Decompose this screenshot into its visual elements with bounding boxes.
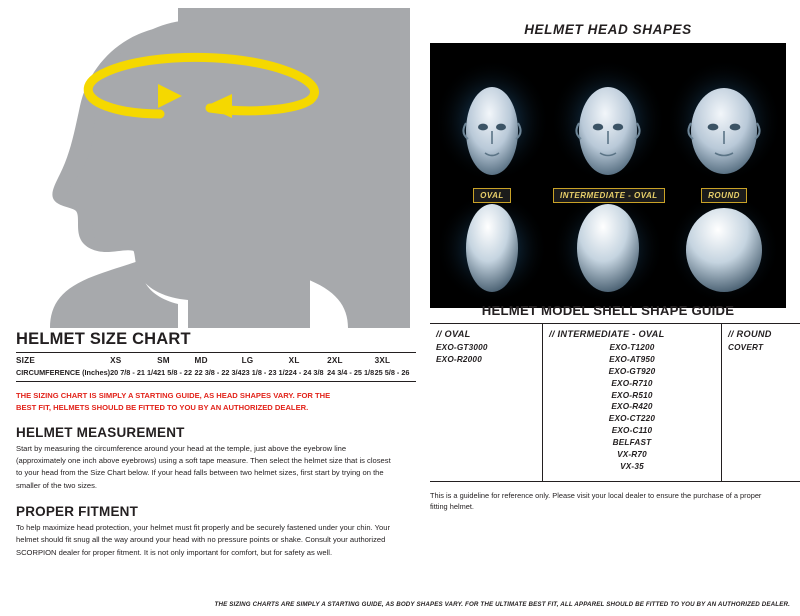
shell-guide-col-oval <box>430 324 543 482</box>
shell-guide-note: This is a guideline for reference only. Please visit your local dealer to ensure the purchase of a proper fitting helmet. <box>430 490 762 512</box>
shell-guide-model: EXO-R2000 <box>436 354 482 364</box>
shell-guide-model: EXO-GT920 <box>608 366 656 376</box>
size-chart-top-rule <box>16 352 416 353</box>
size-chart-row-label: CIRCUMFERENCE (Inches) <box>16 368 111 377</box>
head-top-round <box>686 208 762 292</box>
size-chart-value-md: 22 3/8 - 22 3/4 <box>194 368 242 377</box>
helmet-measurement-title: HELMET MEASUREMENT <box>16 424 185 440</box>
size-chart-value-xl: 24 - 24 3/8 <box>288 368 324 377</box>
helmet-measurement-body: Start by measuring the circumference around your head at the temple, just above the eyebrow line (approximately one inch above eyebrows) using a soft tape measure. Then select the helmet size that is closest to your head from the Size Chart below. If your head falls between two helmet sizes, first start by trying on the smaller of the two sizes. <box>16 443 391 490</box>
head-shapes-image <box>430 43 786 308</box>
size-chart-value-3xl: 25 5/8 - 26 <box>374 368 410 377</box>
head-shape-label-oval: OVAL <box>473 188 511 203</box>
size-chart-col-md: MD <box>194 356 208 365</box>
head-silhouette-svg <box>10 8 410 328</box>
size-chart-value-2xl: 24 3/4 - 25 1/8 <box>327 368 375 377</box>
head-top-oval <box>466 204 518 292</box>
proper-fitment-body: To help maximize head protection, your helmet must fit properly and be securely fastened under your chin. Your helmet should fit snug all the way around your head with no pressure points or shake. Consult your authorized SCORPION dealer for proper fitment. It is not only important for comfort, but for safety as well. <box>16 523 390 557</box>
head-shapes-title: HELMET HEAD SHAPES <box>524 22 692 37</box>
size-chart-value-sm: 21 5/8 - 22 <box>157 368 193 377</box>
size-chart-warning: THE SIZING CHART IS SIMPLY A STARTING GUIDE, AS HEAD SHAPES VARY. FOR THE BEST FIT, HELMETS SHOULD BE FITTED TO YOU BY AN AUTHORIZED DEALER. <box>16 391 331 412</box>
shell-guide-model: COVERT <box>728 343 764 352</box>
shell-guide-model: EXO-T1200 <box>609 343 655 352</box>
shell-guide-col-oval-header: // OVAL <box>436 329 471 339</box>
size-chart-bottom-rule <box>16 381 416 382</box>
shell-guide-model: EXO-CT220 <box>608 414 656 424</box>
size-chart-col-lg: LG <box>241 356 254 365</box>
page-footer-disclaimer: THE SIZING CHARTS ARE SIMPLY A STARTING GUIDE, AS BODY SHAPES VARY. FOR THE ULTIMATE BEST FIT, ALL APPAREL SHOULD BE FITTED TO YOU BY AN AUTHORIZED DEALER. <box>214 601 790 608</box>
helmet-size-chart <box>16 330 416 559</box>
size-chart-col-sm: SM <box>157 356 170 365</box>
head-shape-label-intermediate-oval: INTERMEDIATE - OVAL <box>553 188 665 203</box>
size-chart-value-lg: 23 1/8 - 23 1/2 <box>241 368 289 377</box>
shell-guide-col-round <box>722 324 800 482</box>
size-chart-col-xs: XS <box>110 356 122 365</box>
size-chart-table <box>16 356 416 377</box>
shell-guide-model: VX-R70 <box>617 450 647 460</box>
head-shapes-panel <box>430 22 786 308</box>
shell-guide-model: EXO-C110 <box>611 426 653 436</box>
size-chart-col-xl: XL <box>288 356 300 365</box>
shell-guide-col-intermediate-header: // INTERMEDIATE - OVAL <box>549 329 665 339</box>
shell-guide-model: EXO-R420 <box>611 402 653 412</box>
shell-guide-model: EXO-AT950 <box>609 354 655 364</box>
shell-guide-table <box>430 323 800 482</box>
shell-guide-model: EXO-R710 <box>611 378 653 388</box>
head-shape-label-round: ROUND <box>701 188 747 203</box>
shell-guide-title: HELMET MODEL SHELL SHAPE GUIDE <box>481 303 735 318</box>
shell-guide-model: BELFAST <box>612 438 652 448</box>
size-chart-value-row <box>16 367 416 377</box>
size-chart-col-3xl: 3XL <box>374 356 391 365</box>
head-shape-label-round-wrap <box>669 185 779 203</box>
head-shape-label-intermediate-wrap <box>553 185 663 203</box>
size-chart-header-row <box>16 356 416 367</box>
shell-guide-col-intermediate <box>543 324 722 482</box>
size-chart-col-size: SIZE <box>16 356 35 365</box>
size-chart-value-xs: 20 7/8 - 21 1/4 <box>110 368 158 377</box>
shell-guide-row <box>430 324 800 482</box>
size-chart-title: HELMET SIZE CHART <box>16 330 191 348</box>
head-top-intermediate-oval <box>577 204 639 292</box>
shell-guide-model: EXO-R510 <box>611 390 653 400</box>
head-shapes-svg <box>430 43 786 308</box>
size-chart-col-2xl: 2XL <box>327 356 343 365</box>
neck-shoulders-path <box>188 294 310 328</box>
head-silhouette-illustration <box>10 8 410 328</box>
shell-guide-model: VX-35 <box>620 461 644 471</box>
head-shape-label-oval-wrap <box>437 185 547 203</box>
shell-guide-model: EXO-GT3000 <box>436 343 488 352</box>
shell-guide-col-round-header: // ROUND <box>728 329 772 339</box>
proper-fitment-title: PROPER FITMENT <box>16 504 139 520</box>
shell-shape-guide <box>430 303 786 513</box>
